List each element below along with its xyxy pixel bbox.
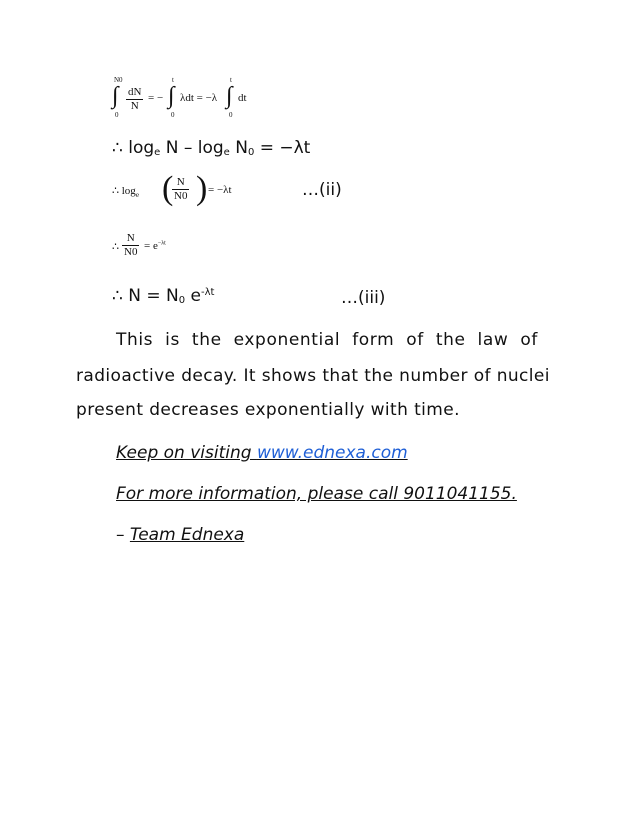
eq2-prefix: ∴ log (112, 185, 136, 197)
equals-minus: = − (148, 92, 164, 104)
eq3-rhs-text: = e (144, 240, 158, 252)
final-text-1: N = N (122, 286, 179, 306)
equation-label-iii: …(iii) (341, 288, 386, 308)
phone-info-line[interactable]: For more information, please call 9011041155. (116, 484, 517, 504)
int2-upper-limit: t (172, 76, 174, 84)
int1-lower-limit: 0 (115, 111, 119, 119)
exponential-ratio-equation (112, 230, 232, 266)
right-paren: ) (196, 170, 208, 207)
fraction-denominator: N0 (174, 190, 188, 202)
log-text-1: log (128, 138, 155, 158)
n-over-n0-fraction-2 (122, 232, 139, 259)
fraction-denominator: N0 (124, 246, 138, 258)
therefore-log-prefix (112, 184, 139, 199)
therefore-symbol-2: ∴ (112, 286, 123, 306)
final-sup: -λt (200, 287, 215, 298)
eq3-rhs (144, 240, 166, 252)
visit-line[interactable] (116, 443, 408, 463)
final-equation-line (112, 286, 214, 306)
eq2-rhs: = −λt (208, 184, 232, 196)
eq3-sup: −λt (157, 240, 166, 247)
visit-text: Keep on visiting (116, 443, 257, 463)
equation-label-ii: …(ii) (302, 180, 342, 200)
integral-sign-1: ∫ (112, 83, 119, 109)
team-signature-line (116, 525, 244, 545)
integral-sign-3: ∫ (226, 83, 233, 109)
website-link[interactable]: www.ednexa.com (256, 443, 408, 463)
eq3-therefore: ∴ (112, 241, 119, 253)
integral-sign-2: ∫ (168, 83, 175, 109)
int3-lower-limit: 0 (229, 111, 233, 119)
final-sub: 0 (178, 295, 186, 306)
log-text-2: N – log (160, 138, 224, 158)
final-text-2: e (185, 286, 201, 306)
dn-over-n-fraction (126, 86, 143, 113)
integral-equation (112, 78, 332, 120)
paragraph-line-2: radioactive decay. It shows that the number of nuclei (76, 366, 550, 386)
dt-term: dt (238, 92, 247, 104)
log-equation-line (112, 138, 310, 158)
paragraph-line-1: This is the exponential form of the law of (116, 330, 538, 350)
int1-upper-limit: N0 (114, 76, 123, 84)
left-paren: ( (162, 170, 174, 207)
lambda-dt-term: λdt = −λ (180, 92, 218, 104)
team-name: Team Ednexa (129, 525, 245, 545)
log-sub-3: 0 (247, 147, 255, 158)
n-over-n0-fraction (172, 176, 189, 203)
int2-lower-limit: 0 (171, 111, 175, 119)
therefore-symbol: ∴ (112, 138, 123, 158)
log-text-4: = −λt (254, 138, 311, 158)
team-dash: – (116, 525, 130, 545)
log-sub-1: e (154, 147, 161, 158)
int3-upper-limit: t (230, 76, 232, 84)
fraction-numerator: N (122, 232, 139, 246)
log-text-3: N (229, 138, 248, 158)
fraction-numerator: dN (128, 86, 142, 98)
log-sub-2: e (223, 147, 230, 158)
fraction-numerator: N (172, 176, 189, 190)
eq2-sub: e (135, 191, 139, 200)
paragraph-line-3: present decreases exponentially with time. (76, 400, 460, 420)
fraction-denominator: N (130, 100, 139, 112)
